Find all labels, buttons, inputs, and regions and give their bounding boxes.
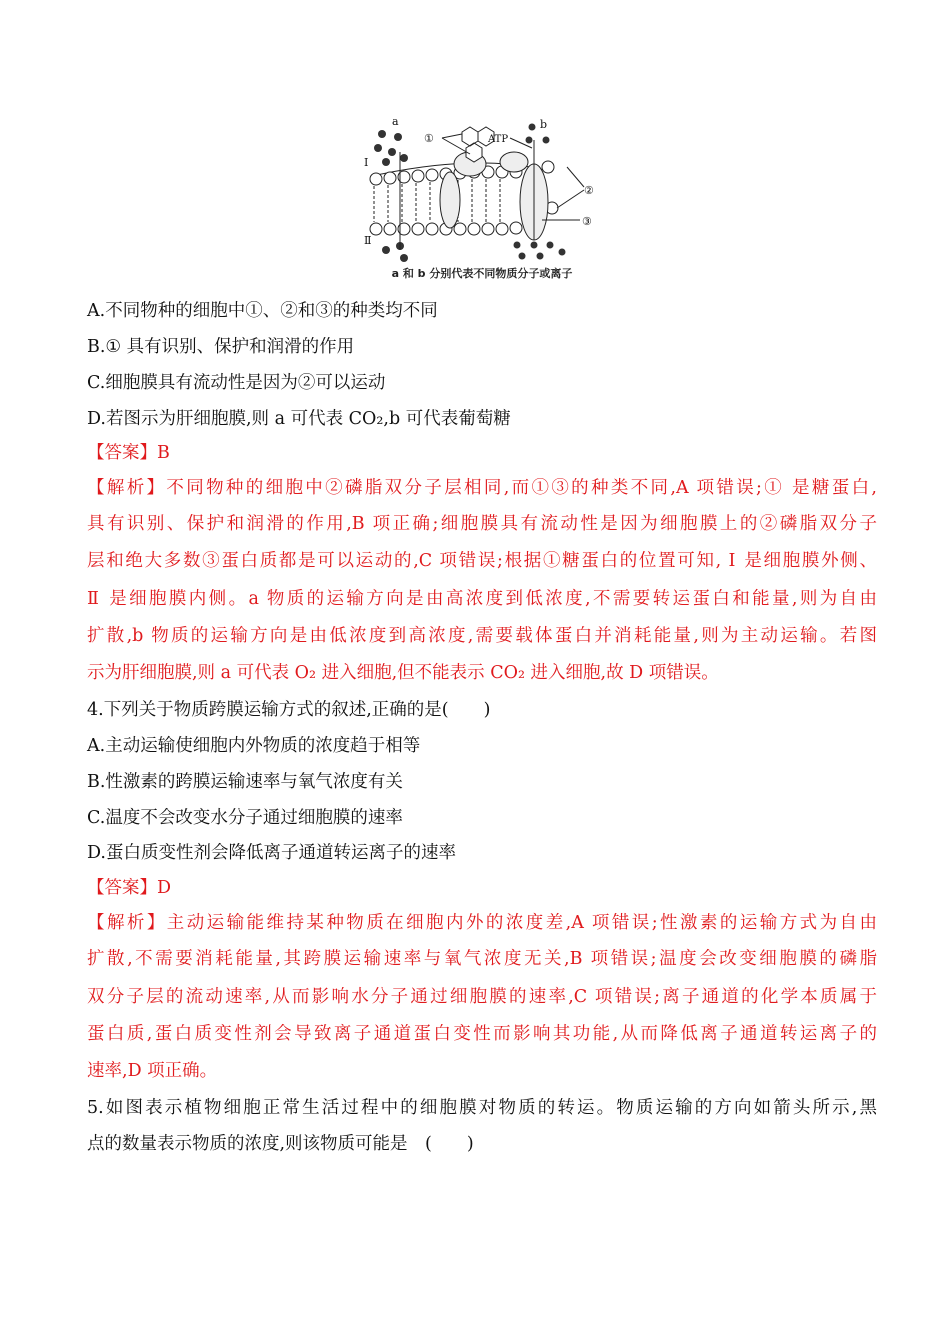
membrane-diagram [362, 112, 602, 267]
q4-stem: 4.下列关于物质跨膜运输方式的叙述,正确的是( ) [87, 700, 491, 720]
label-side-1: Ⅰ [364, 156, 369, 169]
q4-analysis-line: 速率,D 项正确。 [87, 1061, 218, 1081]
label-atp: ATP [488, 134, 509, 145]
q3-option-c: C.细胞膜具有流动性是因为②可以运动 [87, 373, 386, 393]
label-1: ① [424, 132, 434, 145]
q3-option-a: A.不同物种的细胞中①、②和③的种类均不同 [87, 301, 438, 321]
figure-caption: a 和 b 分别代表不同物质分子或离子 [391, 267, 573, 280]
q4-option-a: A.主动运输使细胞内外物质的浓度趋于相等 [87, 736, 421, 756]
q3-analysis-line: 层和绝大多数③蛋白质都是可以运动的,C 项错误;根据①糖蛋白的位置可知, Ⅰ 是细胞膜外侧、 [87, 551, 877, 571]
q3-answer: 【答案】B [87, 443, 170, 463]
q3-option-d: D.若图示为肝细胞膜,则 a 可代表 CO₂,b 可代表葡萄糖 [87, 409, 511, 429]
q4-answer: 【答案】D [87, 878, 172, 898]
label-side-2: Ⅱ [364, 234, 372, 247]
q4-option-c: C.温度不会改变水分子通过细胞膜的速率 [87, 808, 403, 828]
q3-analysis-line: Ⅱ 是细胞膜内侧。a 物质的运输方向是由高浓度到低浓度,不需要转运蛋白和能量,则为自由 [87, 589, 877, 609]
label-b: b [540, 118, 548, 131]
q3-analysis-line: 示为肝细胞膜,则 a 可代表 O₂ 进入细胞,但不能表示 CO₂ 进入细胞,故 D 项错误。 [87, 663, 719, 683]
q5-stem-line: 点的数量表示物质的浓度,则该物质可能是 ( ) [87, 1134, 474, 1154]
q3-analysis-line: 扩散,b 物质的运输方向是由低浓度到高浓度,需要载体蛋白并消耗能量,则为主动运输。若图 [87, 626, 877, 646]
q4-analysis-line: 扩散,不需要消耗能量,其跨膜运输速率与氧气浓度无关,B 项错误;温度会改变细胞膜的磷脂 [87, 949, 877, 969]
label-2: ② [584, 184, 594, 197]
q5-stem-line: 5.如图表示植物细胞正常生活过程中的细胞膜对物质的转运。物质运输的方向如箭头所示,黑 [87, 1098, 877, 1118]
cell-membrane-figure [362, 112, 602, 287]
q4-option-d: D.蛋白质变性剂会降低离子通道转运离子的速率 [87, 843, 456, 863]
q3-option-b: B.① 具有识别、保护和润滑的作用 [87, 337, 355, 357]
q3-analysis-line: 具有识别、保护和润滑的作用,B 项正确;细胞膜具有流动性是因为细胞膜上的②磷脂双分子 [87, 514, 877, 534]
q3-analysis-line: 【解析】不同物种的细胞中②磷脂双分子层相同,而①③的种类不同,A 项错误;① 是糖蛋白, [87, 478, 877, 498]
q4-option-b: B.性激素的跨膜运输速率与氧气浓度有关 [87, 772, 403, 792]
q4-analysis-line: 【解析】主动运输能维持某种物质在细胞内外的浓度差,A 项错误;性激素的运输方式为自由 [87, 913, 877, 933]
q4-analysis-line: 蛋白质,蛋白质变性剂会导致离子通道蛋白变性而影响其功能,从而降低离子通道转运离子的 [87, 1024, 877, 1044]
label-3: ③ [582, 215, 592, 228]
label-a: a [392, 115, 399, 128]
q4-analysis-line: 双分子层的流动速率,从而影响水分子通过细胞膜的速率,C 项错误;离子通道的化学本质属于 [87, 987, 877, 1007]
phospholipid-bilayer [370, 127, 584, 250]
